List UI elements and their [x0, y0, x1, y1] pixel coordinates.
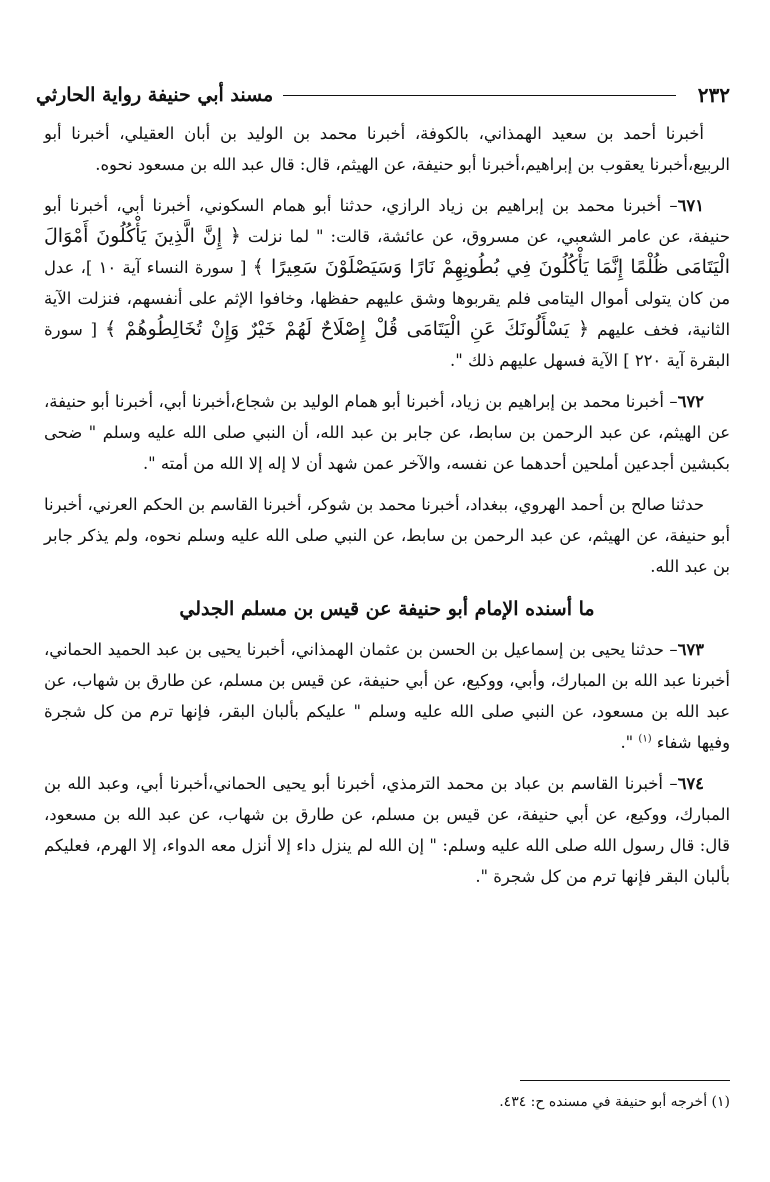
hadith-671 — [44, 190, 730, 376]
page-body — [44, 118, 730, 902]
paragraph-text: أخبرنا أحمد بن سعيد الهمذاني، بالكوفة، أخبرنا محمد بن الوليد بن أبان العقيلي، أخبرنا أبو الربيع،أخبرنا يعقوب بن إبراهيم،أخبرنا أبو حنيفة، عن الهيثم، قال: قال عبد الله بن مسعود نحوه. — [44, 124, 730, 174]
footnote-ref[interactable]: (١) — [638, 733, 652, 745]
hadith-number: ٦٧٣ — [677, 640, 704, 659]
page-header — [36, 80, 730, 110]
paragraph-text: – حدثنا يحيى بن إسماعيل بن الحسن بن عثمان الهمذاني، أخبرنا يحيى بن عبد الحميد الحماني، أخبرنا عبد الله بن المبارك، وأبي، ووكيع، عن أبي حنيفة، عن قيس بن مسلم، عن طارق بن شهاب، عن عبد الله بن مسعود، عن النبي صلى الله عليه وسلم " عليكم بألبان البقر، فإنها ترم من كل شجرة وفيها شفاء — [44, 640, 730, 752]
hadith-673 — [44, 634, 730, 758]
hadith-number: ٦٧٢ — [677, 392, 704, 411]
page-number: ٢٣٢ — [697, 83, 730, 107]
hadith-number: ٦٧٤ — [677, 774, 704, 793]
paragraph-text: حدثنا صالح بن أحمد الهروي، ببغداد، أخبرنا محمد بن شوكر، أخبرنا القاسم بن الحكم العرني، أخبرنا أبو حنيفة، عن الهيثم، عن عبد الرحمن بن سابط، عن النبي صلى الله عليه وسلم نحوه، ولم يذكر جابر بن عبد الله. — [44, 495, 730, 576]
hadith-number: ٦٧١ — [677, 196, 704, 215]
footnote-rule — [520, 1080, 730, 1081]
footnote: (١) أخرجه أبو حنيفة في مسنده ح: ٤٣٤. — [499, 1094, 730, 1110]
section-heading: ما أسنده الإمام أبو حنيفة عن قيس بن مسلم الجدلي — [179, 598, 595, 620]
hadith-672 — [44, 386, 730, 479]
paragraph-text: [ سورة البقرة آية ٢٢٠ ] الآية فسهل عليهم ذلك ". — [44, 320, 730, 370]
header-rule — [283, 95, 676, 96]
paragraph-text: – أخبرنا محمد بن إبراهيم بن زياد الرازي، حدثنا أبو همام السكوني، أخبرنا أبي، أخبرنا أبو حنيفة، عن عامر الشعبي، عن مسروق، عن عائشة، قالت: " لما نزلت — [44, 196, 730, 246]
hadith-674 — [44, 768, 730, 892]
paragraph-text: – أخبرنا القاسم بن عباد بن محمد الترمذي، أخبرنا أبو يحيى الحماني،أخبرنا أبي، وعبد الله بن المبارك، ووكيع، عن أبي حنيفة، عن قيس بن مسلم، عن طارق بن شهاب، عن عبد الله بن مسعود، قال: قال رسول الله صلى الله عليه وسلم: " إن الله لم ينزل داء إلا أنزل معه الدواء، إلا الهرم، فعليكم بألبان البقر فإنها ترم من كل شجرة ". — [44, 774, 730, 886]
quran-verse: ﴿ إِنَّ الَّذِينَ يَأْكُلُونَ أَمْوَالَ الْيَتَامَى ظُلْمًا إِنَّمَا يَأْكُلُونَ فِي بُطُونِهِمْ نَارًا وَسَيَصْلَوْنَ سَعِيرًا ﴾ — [44, 225, 730, 278]
running-title: مسند أبي حنيفة رواية الحارثي — [36, 84, 274, 106]
quran-verse: ﴿ يَسْأَلُونَكَ عَنِ الْيَتَامَى قُلْ إِصْلَاحٌ لَهُمْ خَيْرٌ وَإِنْ تُخَالِطُوهُمْ ﴾ — [104, 318, 590, 340]
paragraph-text: – أخبرنا محمد بن إبراهيم بن زياد، أخبرنا أبو همام الوليد بن شجاع،أخبرنا أبي، أخبرنا أبو حنيفة، عن الهيثم، عن عبد الرحمن بن سابط، عن جابر بن عبد الله، أن النبي صلى الله عليه وسلم " ضحى بكبشين أجدعين أملحين أحدهما عن نفسه، والآخر عمن شهد أن لا إله إلا الله من أمته ". — [44, 392, 730, 473]
paragraph-text: [ سورة النساء آية ١٠ ]، عدل من كان يتولى أموال اليتامى فلم يقربوها وشق عليهم حفظها، وخافوا الإثم على أنفسهم، فنزلت الآية الثانية، فخف عليهم — [44, 258, 730, 339]
paragraph — [44, 118, 730, 180]
paragraph — [44, 489, 730, 582]
paragraph-text: ". — [620, 733, 639, 752]
